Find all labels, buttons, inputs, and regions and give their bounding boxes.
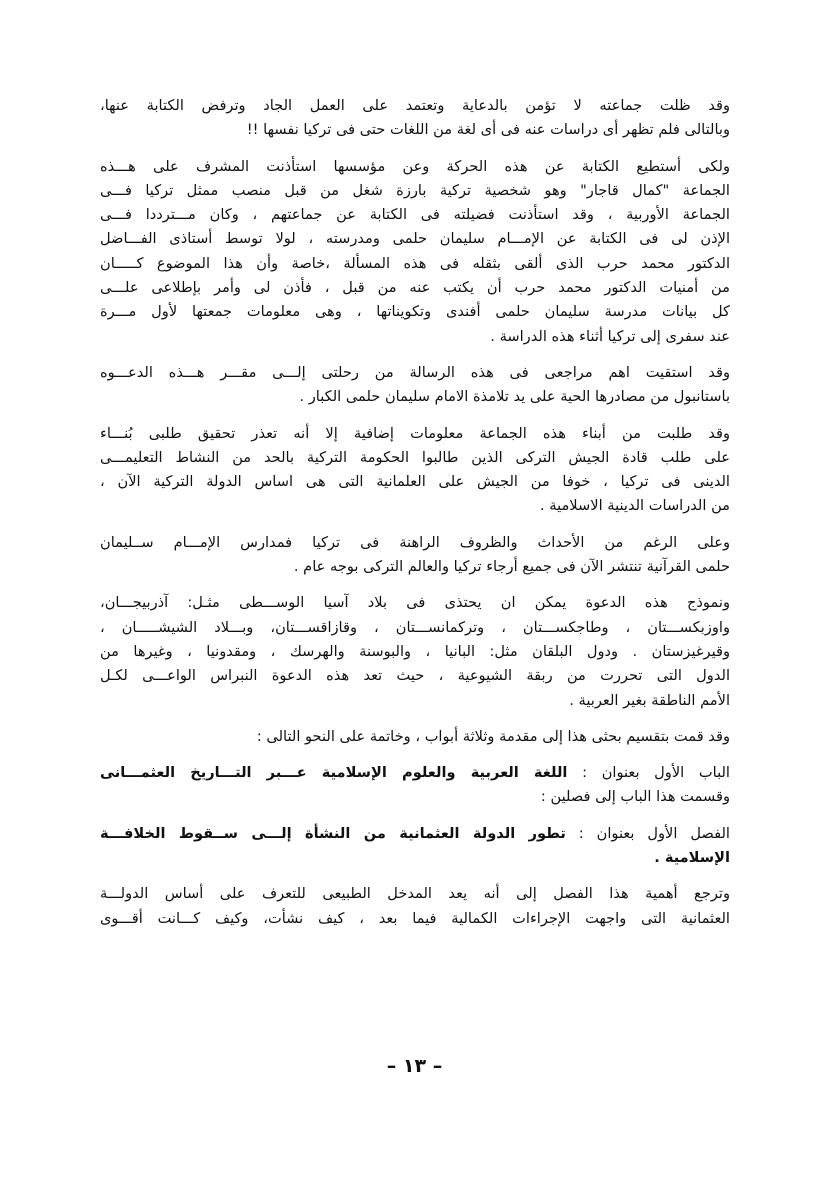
text-line: الإذن لى فى الكتابة عن الإمـــام سليمان حلمى ومدرسته ، لولا توسط أستاذى الفـــاضل [100,230,730,248]
text-line: الأمم الناطقة بغير العربية . [569,691,730,709]
text-line: الجماعة "كمال قاجار" وهو شخصية تركية بارزة شغل من قبل منصب ممثل تركيا فـــى [100,181,730,199]
text-line [100,761,730,785]
chapter-title: اللغة العربية والعلوم الإسلامية عـــبر التـــاريخ العثمـــانى [100,764,568,782]
text-line: حلمى القرآنية تنتشر الآن فى جميع أرجاء تركيا والعالم التركى بوجه عام . [293,558,730,576]
section-label: الفصل الأول بعنوان : [565,824,730,842]
text-line: الجماعة الأوربية ، وقد استأذنت فضيلته فى الكتابة عن جماعتهم ، وكان مـــترددا فـــى [100,206,730,224]
text-line: ونموذج هذه الدعوة يمكن ان يحتذى فى بلاد آسيا الوســـطى مثـل: آذربيجـــان، [100,594,730,612]
paragraph-5 [100,531,730,580]
page-number: – ١٣ – [386,1055,443,1077]
text-line: الإسلامية . [654,849,730,867]
text-line: ولكى أستطيع الكتابة عن هذه الحركة وعن مؤسسها استأذنت المشرف على هـــذه [100,157,730,175]
text-line: وبالتالى فلم تظهر أى دراسات عنه فى أى لغة من اللغات حتى فى تركيا نفسها !! [246,121,730,139]
section-one-heading [100,822,730,871]
chapter-label: الباب الأول بعنوان : [567,764,730,782]
text-line: وترجع أهمية هذا الفصل إلى أنه يعد المدخل الطبيعى للتعرف على أساس الدولـــة [100,885,730,903]
text-line: الدول التى تحررت من ربقة الشيوعية ، حيث تعد هذه الدعوة النبراس الواعـــى لكـل [100,667,730,685]
text-line: من الدراسات الدينية الاسلامية . [539,497,730,515]
text-line: واوزبكســـتان ، وطاجكســـتان ، وتركمانســـتان ، وقازاقســـتان، وبـــلاد الشيشـــــان ، [100,618,730,636]
text-line: وقد استقيت اهم مراجعى فى هذه الرسالة من رحلتى إلـــى مقـــر هـــذه الدعـــوه [100,363,730,381]
text-line: باستانبول من مصادرها الحية على يد تلامذة الامام سليمان حلمى الكبار . [299,388,730,406]
paragraph-7 [100,725,730,749]
paragraph-3 [100,361,730,410]
paragraph-4 [100,422,730,519]
paragraph-6 [100,591,730,712]
text-line: وقيرغيزستان . ودول البلقان مثل: البانيا ، والبوسنة والهرسك ، ومقدونيا ، وغيرها من [100,642,730,660]
text-line: الدكتور محمد حرب الذى ألقى بثقله فى هذه المسألة ،خاصة وأن هذا الموضوع كـــــان [100,254,730,272]
text-line: كل بيانات مدرسة سليمان حلمى أفندى وتكويناتها ، وهى معلومات جمعتها لأول مـــرة [100,303,730,321]
text-line: وقد طلبت من أبناء هذه الجماعة معلومات إضافية إلا أنه تعذر تحقيق طلبى بُنـــاء [100,424,730,442]
document-body [100,94,730,943]
paragraph-2 [100,155,730,349]
text-line: وقد قمت بتقسيم بحثى هذا إلى مقدمة وثلاثة أبواب ، وخاتمة على النحو التالى : [256,727,730,745]
text-line: وعلى الرغم من الأحداث والظروف الراهنة فى تركيا فمدارس الإمـــام ســليمان [100,533,730,551]
paragraph-10 [100,882,730,931]
text-line: الدينى فى تركيا ، خوفا من الجيش على العلمانية التى هى اساس الدولة التركية الآن ، [100,473,730,491]
text-line: عند سفرى إلى تركيا أثناء هذه الدراسة . [490,327,730,345]
text-line: العثمانية التى واجهت الإجراءات الكمالية فيما بعد ، كيف نشأت، وكيف كـــانت أقـــوى [100,909,730,927]
text-line [100,822,730,846]
chapter-one-heading [100,761,730,810]
text-line: من أمنيات الدكتور محمد حرب أن يكتب عنه من قبل ، فأذن لى وأمر بإطلاعى علـــى [100,279,730,297]
text-line: وقسمت هذا الباب إلى فصلين : [540,788,730,806]
text-line: على طلب قادة الجيش التركى الذين طالبوا الحكومة التركية بالحد من النشاط التعليمـــى [100,448,730,466]
section-title: تطور الدولة العثمانية من النشأة إلـــى ســقوط الخلافـــة [100,824,566,842]
paragraph-1 [100,94,730,143]
text-line: وقد ظلت جماعته لا تؤمن بالدعاية وتعتمد على العمل الجاد وترفض الكتابة عنها، [100,97,730,114]
